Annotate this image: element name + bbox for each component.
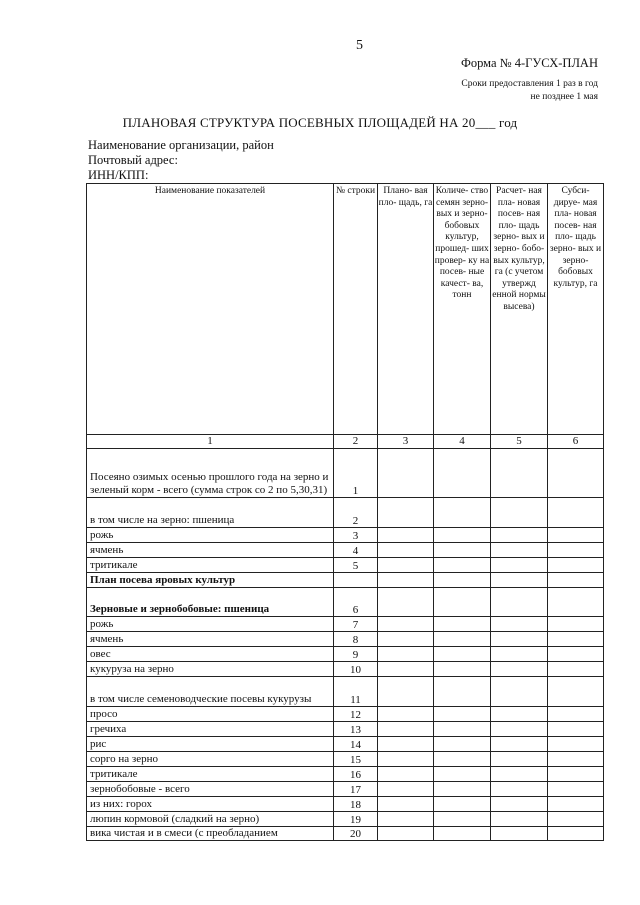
value-cell[interactable] xyxy=(378,632,434,647)
value-cell[interactable] xyxy=(434,677,491,707)
value-cell[interactable] xyxy=(378,662,434,677)
value-cell[interactable] xyxy=(378,782,434,797)
value-cell[interactable] xyxy=(378,827,434,841)
row-number: 1 xyxy=(334,449,378,498)
row-number: 4 xyxy=(334,543,378,558)
value-cell[interactable] xyxy=(378,797,434,812)
value-cell[interactable] xyxy=(491,707,548,722)
value-cell[interactable] xyxy=(548,752,604,767)
row-number: 18 xyxy=(334,797,378,812)
value-cell[interactable] xyxy=(491,647,548,662)
value-cell[interactable] xyxy=(434,573,491,588)
value-cell[interactable] xyxy=(491,558,548,573)
row-number: 11 xyxy=(334,677,378,707)
form-code: Форма № 4-ГУСХ-ПЛАН xyxy=(461,56,598,70)
value-cell[interactable] xyxy=(548,573,604,588)
indicator-name: в том числе на зерно: пшеница xyxy=(87,498,334,528)
value-cell[interactable] xyxy=(378,588,434,617)
value-cell[interactable] xyxy=(491,588,548,617)
deadline-line: не позднее 1 мая xyxy=(530,92,598,102)
row-number: 6 xyxy=(334,588,378,617)
indicator-name: в том числе семеноводческие посевы кукурузы xyxy=(87,677,334,707)
value-cell[interactable] xyxy=(548,797,604,812)
row-number: 10 xyxy=(334,662,378,677)
row-number: 19 xyxy=(334,812,378,827)
value-cell[interactable] xyxy=(434,528,491,543)
indicator-name: тритикале xyxy=(87,558,334,573)
indicator-name: овес xyxy=(87,647,334,662)
indicator-name: ячмень xyxy=(87,543,334,558)
indicator-name: кукуруза на зерно xyxy=(87,662,334,677)
value-cell[interactable] xyxy=(378,737,434,752)
value-cell[interactable] xyxy=(491,498,548,528)
indicator-name: люпин кормовой (сладкий на зерно) xyxy=(87,812,334,827)
table-row xyxy=(87,588,604,617)
value-cell[interactable] xyxy=(491,543,548,558)
value-cell[interactable] xyxy=(378,767,434,782)
value-cell[interactable] xyxy=(434,632,491,647)
table-row xyxy=(87,617,604,632)
row-number: 20 xyxy=(334,827,378,841)
value-cell[interactable] xyxy=(434,797,491,812)
value-cell[interactable] xyxy=(548,449,604,498)
indicator-name: зернобобовые - всего xyxy=(87,782,334,797)
col-header-planned-area: Плано- вая пло- щадь, га xyxy=(378,184,434,435)
form-title: ПЛАНОВАЯ СТРУКТУРА ПОСЕВНЫХ ПЛОЩАДЕЙ НА 20___ год xyxy=(122,115,518,130)
value-cell[interactable] xyxy=(548,588,604,617)
indicator-name: ячмень xyxy=(87,632,334,647)
indicator-name: Посеяно озимых осенью прошлого года на зерно и зеленый корм - всего (сумма строк со 2 по 5,30,31) xyxy=(87,449,334,498)
inn-label: ИНН/КПП: xyxy=(88,168,149,182)
value-cell[interactable] xyxy=(491,573,548,588)
value-cell[interactable] xyxy=(491,767,548,782)
indicator-name: из них: горох xyxy=(87,797,334,812)
value-cell[interactable] xyxy=(548,498,604,528)
table-row xyxy=(87,707,604,722)
value-cell[interactable] xyxy=(491,662,548,677)
value-cell[interactable] xyxy=(378,752,434,767)
sown-area-table xyxy=(86,183,604,841)
value-cell[interactable] xyxy=(434,782,491,797)
column-number-row xyxy=(87,435,604,449)
row-number: 3 xyxy=(334,528,378,543)
value-cell[interactable] xyxy=(548,528,604,543)
row-number: 7 xyxy=(334,617,378,632)
value-cell[interactable] xyxy=(434,707,491,722)
value-cell[interactable] xyxy=(378,573,434,588)
row-number: 17 xyxy=(334,782,378,797)
value-cell[interactable] xyxy=(491,812,548,827)
table-row xyxy=(87,573,604,588)
indicator-name: рожь xyxy=(87,617,334,632)
table-row xyxy=(87,812,604,827)
table-row xyxy=(87,528,604,543)
value-cell[interactable] xyxy=(434,752,491,767)
value-cell[interactable] xyxy=(434,558,491,573)
indicator-name: рис xyxy=(87,737,334,752)
indicator-name: Зерновые и зернобобовые: пшеница xyxy=(87,588,334,617)
value-cell[interactable] xyxy=(491,827,548,841)
value-cell[interactable] xyxy=(378,528,434,543)
value-cell[interactable] xyxy=(434,647,491,662)
value-cell[interactable] xyxy=(548,782,604,797)
table-body xyxy=(87,449,604,841)
table-row xyxy=(87,752,604,767)
table-row xyxy=(87,498,604,528)
value-cell[interactable] xyxy=(378,558,434,573)
value-cell[interactable] xyxy=(548,662,604,677)
submission-deadline xyxy=(461,78,598,104)
column-number: 5 xyxy=(491,435,548,449)
table-row xyxy=(87,449,604,498)
value-cell[interactable] xyxy=(434,722,491,737)
value-cell[interactable] xyxy=(434,737,491,752)
value-cell[interactable] xyxy=(548,647,604,662)
row-number: 5 xyxy=(334,558,378,573)
address-label: Почтовый адрес: xyxy=(88,153,178,167)
value-cell[interactable] xyxy=(434,498,491,528)
value-cell[interactable] xyxy=(548,617,604,632)
col-header-calculated-area: Расчет- ная пла- новая посев- ная пло- щадь зерно- вых и зерно- бобо- вых культур, га (с учетом утвержд енной нормы высева) xyxy=(491,184,548,435)
value-cell[interactable] xyxy=(491,449,548,498)
value-cell[interactable] xyxy=(378,498,434,528)
value-cell[interactable] xyxy=(548,722,604,737)
value-cell[interactable] xyxy=(548,767,604,782)
deadline-line: Сроки предоставления 1 раз в год xyxy=(461,79,598,89)
row-number: 12 xyxy=(334,707,378,722)
col-header-seed-quantity: Количе- ство семян зерно- вых и зерно- бобовых культур, прошед- ших провер- ку на посев- ные качест- ва, тонн xyxy=(434,184,491,435)
value-cell[interactable] xyxy=(378,707,434,722)
table-row xyxy=(87,543,604,558)
indicator-name: просо xyxy=(87,707,334,722)
value-cell[interactable] xyxy=(548,827,604,841)
value-cell[interactable] xyxy=(378,647,434,662)
table-row xyxy=(87,797,604,812)
value-cell[interactable] xyxy=(378,617,434,632)
value-cell[interactable] xyxy=(378,543,434,558)
value-cell[interactable] xyxy=(548,543,604,558)
value-cell[interactable] xyxy=(434,588,491,617)
value-cell[interactable] xyxy=(434,827,491,841)
indicator-name: гречиха xyxy=(87,722,334,737)
table-row xyxy=(87,737,604,752)
column-number: 2 xyxy=(334,435,378,449)
value-cell[interactable] xyxy=(491,677,548,707)
table-row xyxy=(87,782,604,797)
value-cell[interactable] xyxy=(548,737,604,752)
row-number: 8 xyxy=(334,632,378,647)
value-cell[interactable] xyxy=(491,797,548,812)
col-header-row-no: № строки xyxy=(334,184,378,435)
value-cell[interactable] xyxy=(434,449,491,498)
row-number: 15 xyxy=(334,752,378,767)
value-cell[interactable] xyxy=(491,632,548,647)
row-number: 16 xyxy=(334,767,378,782)
table-row xyxy=(87,722,604,737)
value-cell[interactable] xyxy=(378,677,434,707)
value-cell[interactable] xyxy=(378,812,434,827)
header-row xyxy=(87,184,604,435)
org-name-label: Наименование организации, район xyxy=(88,138,274,152)
value-cell[interactable] xyxy=(434,767,491,782)
row-number: 9 xyxy=(334,647,378,662)
value-cell[interactable] xyxy=(491,737,548,752)
value-cell[interactable] xyxy=(491,722,548,737)
table-row xyxy=(87,558,604,573)
value-cell[interactable] xyxy=(491,528,548,543)
indicator-name: рожь xyxy=(87,528,334,543)
page-number: 5 xyxy=(356,38,363,53)
value-cell[interactable] xyxy=(434,662,491,677)
value-cell[interactable] xyxy=(548,677,604,707)
table-row xyxy=(87,632,604,647)
table-row xyxy=(87,827,604,841)
value-cell[interactable] xyxy=(491,782,548,797)
value-cell[interactable] xyxy=(491,752,548,767)
column-number: 6 xyxy=(548,435,604,449)
table-row xyxy=(87,677,604,707)
col-header-indicator: Наименование показателей xyxy=(87,184,334,435)
value-cell[interactable] xyxy=(491,617,548,632)
col-header-subsidized-area: Субси- дируе- мая пла- новая посев- ная пло- щадь зерно- вых и зерно- бобовых культур, га xyxy=(548,184,604,435)
row-number: 14 xyxy=(334,737,378,752)
value-cell[interactable] xyxy=(548,812,604,827)
indicator-name: вика чистая и в смеси (с преобладанием xyxy=(87,827,334,841)
table-row xyxy=(87,662,604,677)
table-row xyxy=(87,767,604,782)
row-number: 2 xyxy=(334,498,378,528)
row-number: 13 xyxy=(334,722,378,737)
value-cell[interactable] xyxy=(434,617,491,632)
value-cell[interactable] xyxy=(434,543,491,558)
value-cell[interactable] xyxy=(548,707,604,722)
column-number: 1 xyxy=(87,435,334,449)
indicator-name: тритикале xyxy=(87,767,334,782)
value-cell[interactable] xyxy=(378,722,434,737)
table-row xyxy=(87,647,604,662)
value-cell[interactable] xyxy=(548,558,604,573)
value-cell[interactable] xyxy=(548,632,604,647)
indicator-name: План посева яровых культур xyxy=(87,573,334,588)
value-cell[interactable] xyxy=(378,449,434,498)
row-number xyxy=(334,573,378,588)
column-number: 3 xyxy=(378,435,434,449)
column-number: 4 xyxy=(434,435,491,449)
indicator-name: сорго на зерно xyxy=(87,752,334,767)
value-cell[interactable] xyxy=(434,812,491,827)
